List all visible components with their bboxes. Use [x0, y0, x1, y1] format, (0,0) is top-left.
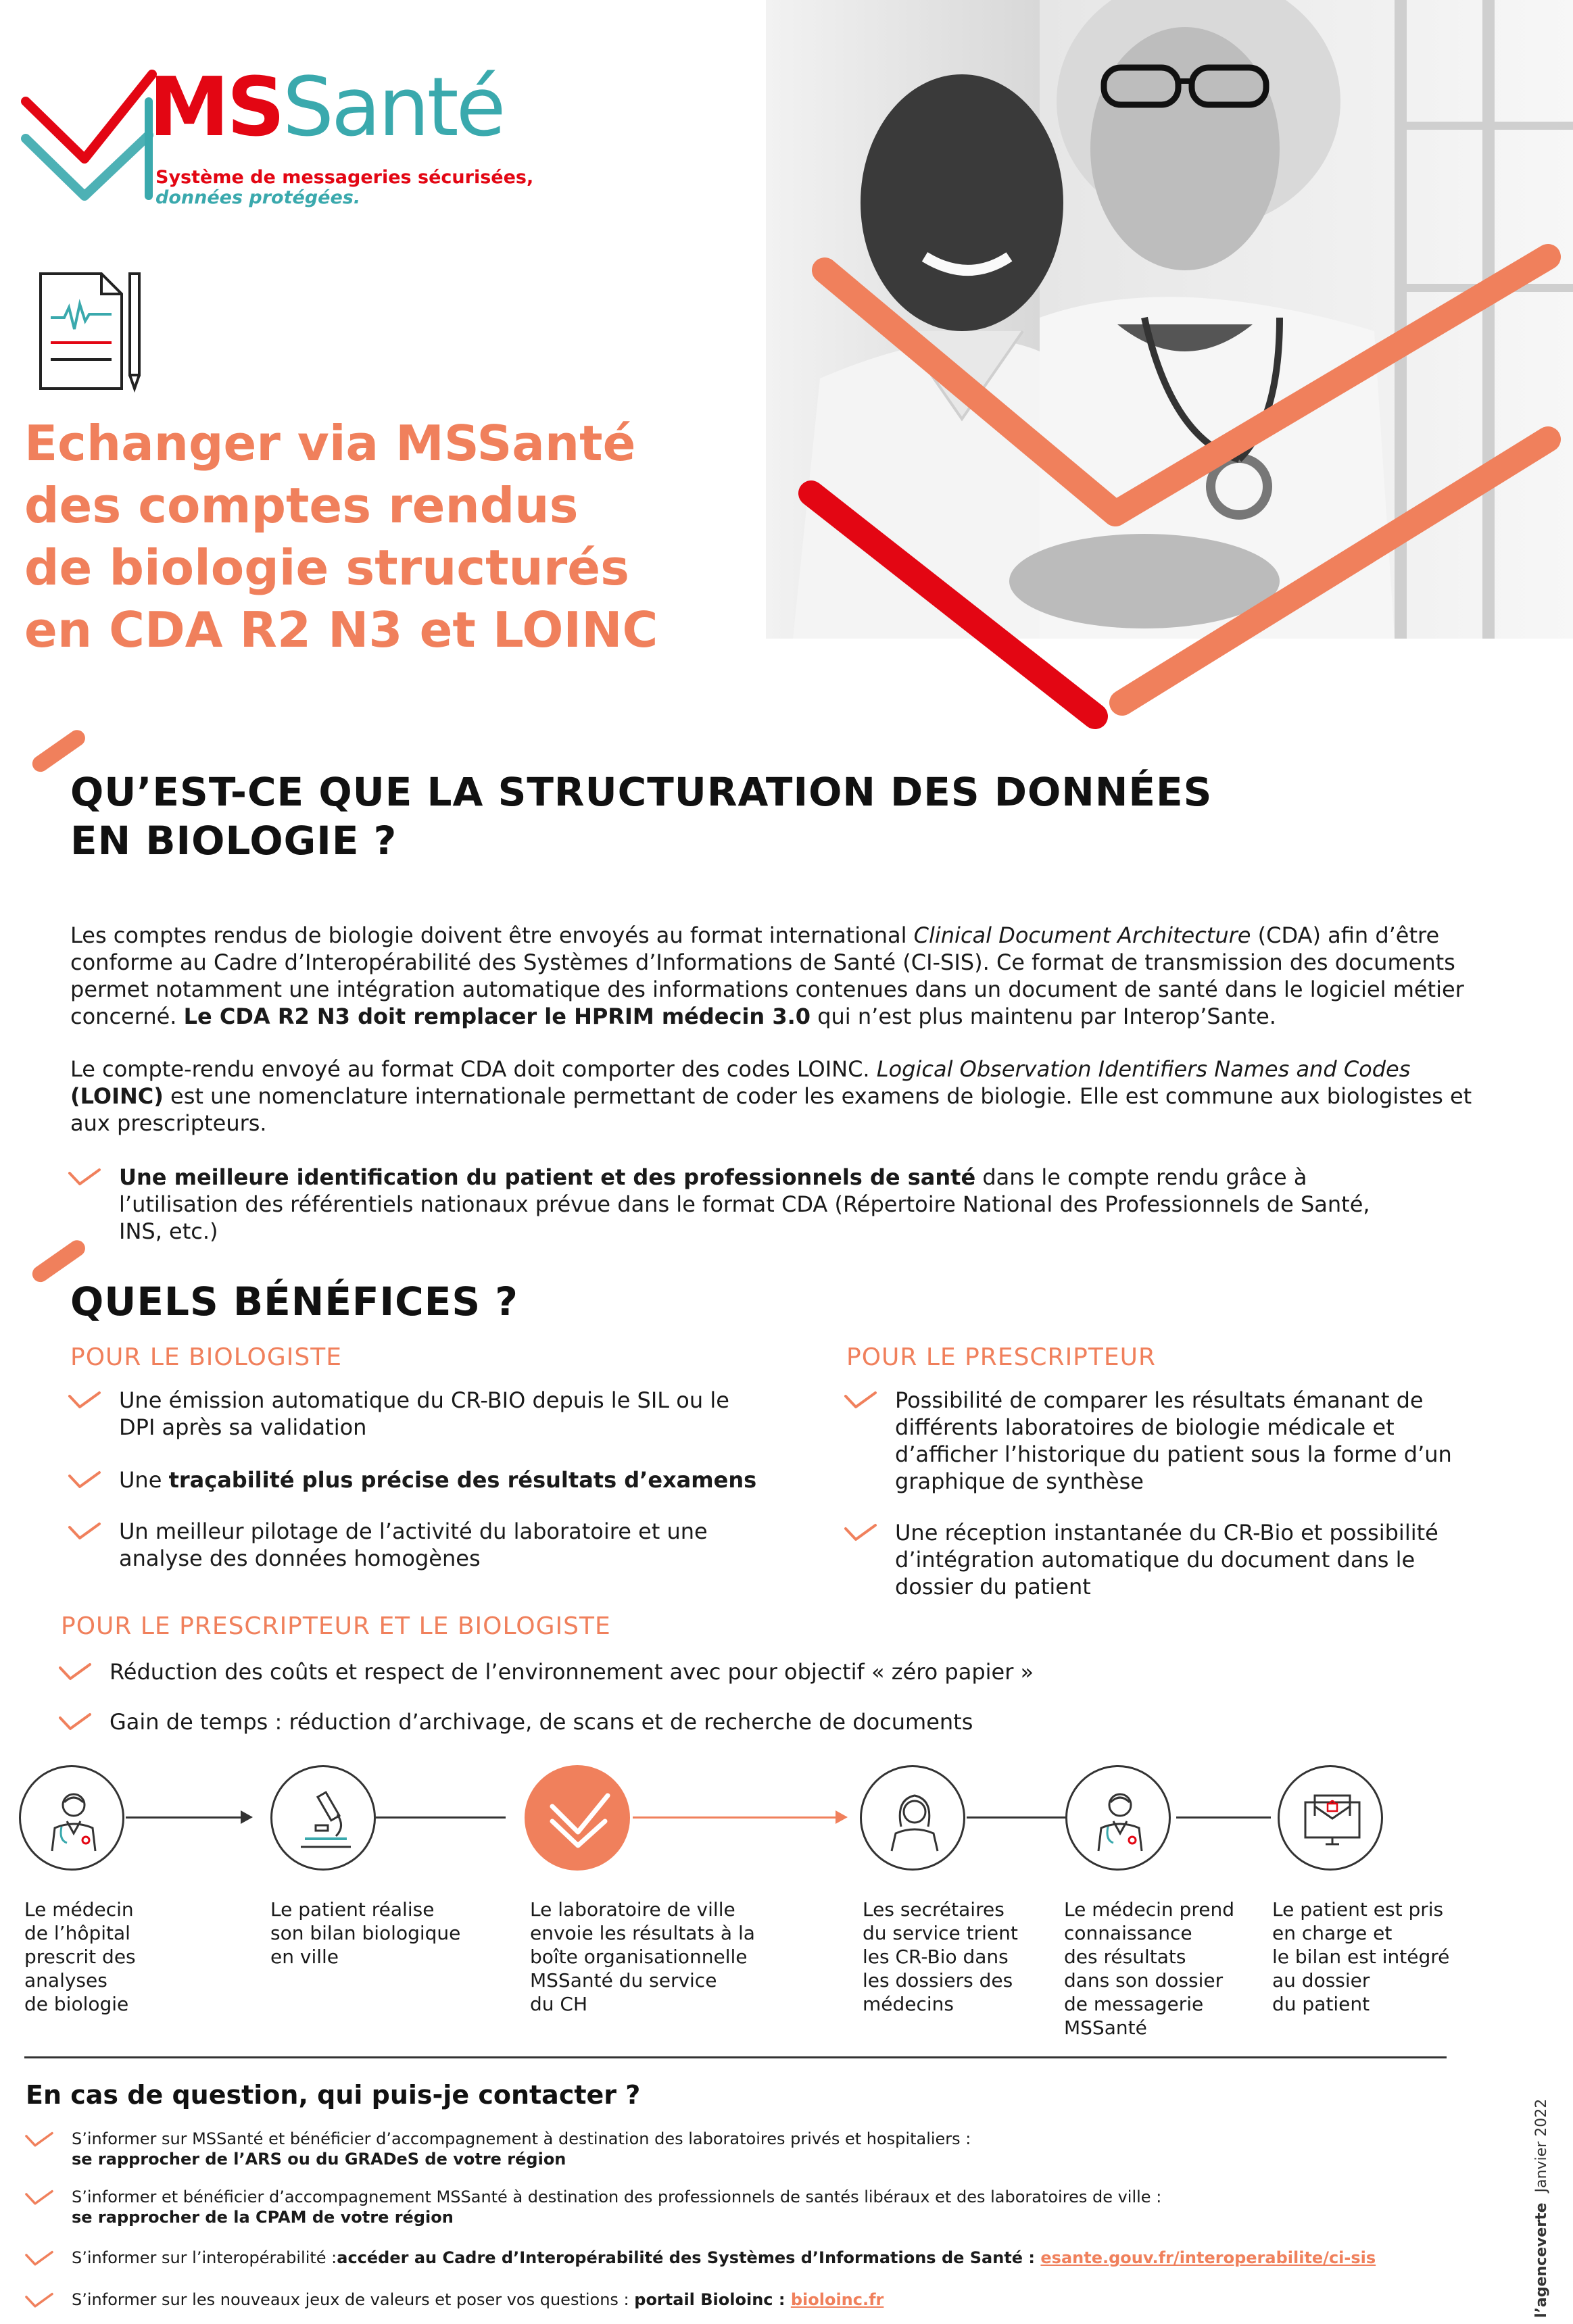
logo-tagline — [155, 168, 533, 208]
contact-item-4-bold: portail Bioloinc : — [634, 2290, 791, 2309]
secretary-icon — [881, 1786, 948, 1854]
biologiste-item-3-text: Un meilleur pilotage de l’activité du laboratoire et une analyse des données homogènes — [119, 1518, 708, 1571]
both-item-1 — [58, 1658, 1410, 1685]
title-line-3: de biologie structurés — [24, 539, 629, 596]
section1-bullet — [68, 1164, 1420, 1245]
prescripteur-item-1 — [844, 1387, 1452, 1495]
p1-text-c: qui n’est plus maintenu par Interop’Sante. — [810, 1004, 1276, 1029]
step-4-text: Les secrétaires du service trient les CR-Bio dans les dossiers des médecins — [863, 1898, 1018, 2015]
section1-paragraph-1 — [70, 922, 1497, 1030]
p1-bold: Le CDA R2 N3 doit remplacer le HPRIM médecin 3.0 — [183, 1004, 811, 1029]
step-5-circle — [1065, 1765, 1171, 1871]
process-flow — [0, 1764, 1573, 2048]
check-icon — [68, 1470, 101, 1491]
step-3-text: Le laboratoire de ville envoie les résultats à la boîte organisationnelle MSSanté du service du CH — [530, 1898, 755, 2015]
step-6-text: Le patient est pris en charge et le bilan est intégré au dossier du patient — [1272, 1898, 1450, 2015]
doctor-icon — [1086, 1786, 1154, 1854]
connector-4 — [967, 1816, 1075, 1819]
contact-item-4 — [24, 2290, 1478, 2310]
bullet-rest: dans le compte rendu grâce à l’utilisation des référentiels nationaux prévue dans le format CDA (Répertoire National des Professionnels de Santé, INS, etc.) — [119, 1164, 1370, 1244]
both-item-2-text: Gain de temps : réduction d’archivage, de scans et de recherche de documents — [110, 1709, 973, 1735]
contact-heading: En cas de question, qui puis-je contacter ? — [26, 2080, 641, 2110]
title-line-2: des comptes rendus — [24, 477, 579, 534]
p1-italic: Clinical Document Architecture — [913, 922, 1251, 948]
arrow-head-1 — [241, 1810, 253, 1824]
check-icon — [844, 1523, 877, 1543]
contact-item-3 — [24, 2248, 1478, 2268]
ci-sis-link[interactable]: esante.gouv.fr/interoperabilite/ci-sis — [1040, 2248, 1376, 2267]
page-title — [24, 412, 734, 661]
biologiste-item-1-text: Une émission automatique du CR-BIO depuis le SIL ou le DPI après sa validation — [119, 1387, 729, 1440]
contact-item-1 — [24, 2129, 1444, 2169]
microscope-icon — [291, 1786, 359, 1854]
connector-1 — [126, 1816, 241, 1819]
bullet-bold: Une meilleure identification du patient et des professionnels de santé — [119, 1164, 976, 1190]
prescripteur-title: POUR LE PRESCRIPTEUR — [846, 1343, 1156, 1371]
step-3-circle — [525, 1765, 630, 1871]
contact-item-2 — [24, 2187, 1444, 2227]
contact-item-2-line2: se rapprocher de la CPAM de votre région — [72, 2208, 454, 2227]
biologiste-item-3 — [68, 1518, 757, 1572]
step-2-text: Le patient réalise son bilan biologique en ville — [270, 1898, 461, 1968]
both-title: POUR LE PRESCRIPTEUR ET LE BIOLOGISTE — [61, 1612, 611, 1640]
credit-date: Janvier 2022 — [1533, 2098, 1550, 2193]
p1-text-b: (CDA) afin d’être conforme au Cadre d’Interopérabilité des Systèmes d’Informations de Santé (CI-SIS). Ce format de transmission des documents permet notamment une intégration automatique des informations contenues dans un document de santé dans le logiciel métier concerné. — [70, 922, 1464, 1029]
both-item-1-text: Réduction des coûts et respect de l’environnement avec pour objectif « zéro papier » — [110, 1659, 1034, 1685]
p2-italic: Logical Observation Identifiers Names and Codes — [876, 1056, 1411, 1082]
logo-sante: Santé — [282, 61, 504, 155]
contact-item-1-line1: S’informer sur MSSanté et bénéficier d’accompagnement à destination des laboratoires privés et hospitaliers : — [72, 2129, 971, 2148]
bioloinc-link[interactable]: bioloinc.fr — [790, 2290, 884, 2309]
prescripteur-item-2 — [844, 1519, 1452, 1600]
prescripteur-item-2-text: Une réception instantanée du CR-Bio et possibilité d’intégration automatique du document dans le dossier du patient — [895, 1520, 1438, 1600]
prescripteur-item-1-text: Possibilité de comparer les résultats émanant de différents laboratoires de biologie médicale et d’afficher l’historique du patient sous la forme d’un graphique de synthèse — [895, 1387, 1452, 1494]
check-icon — [24, 2250, 54, 2268]
contact-item-2-line1: S’informer et bénéficier d’accompagnement MSSanté à destination des professionnels de santés libéraux et des laboratoires de ville : — [72, 2187, 1162, 2206]
doctor-icon — [40, 1786, 107, 1854]
check-icon — [24, 2190, 54, 2207]
p2-text-b: est une nomenclature internationale permettant de coder les examens de biologie. Elle est commune aux biologistes et aux prescripteurs. — [70, 1083, 1472, 1136]
contact-item-1-line2: se rapprocher de l’ARS ou du GRADeS de votre région — [72, 2150, 566, 2169]
check-icon — [24, 2131, 54, 2149]
tagline-line1: Système de messageries sécurisées, — [155, 167, 534, 188]
check-icon — [58, 1662, 92, 1683]
agency-credit — [1513, 2098, 1553, 2318]
p2-text-a: Le compte-rendu envoyé au format CDA doit comporter des codes LOINC. — [70, 1056, 877, 1082]
contact-item-3-bold: accéder au Cadre d’Interopérabilité des Systèmes d’Informations de Santé : — [337, 2248, 1041, 2267]
check-icon — [68, 1391, 101, 1411]
check-icon — [58, 1712, 92, 1733]
title-line-4: en CDA R2 N3 et LOINC — [24, 601, 658, 658]
check-icon — [844, 1391, 877, 1411]
connector-2 — [376, 1816, 506, 1819]
logo-ms: MS — [149, 61, 283, 155]
biologiste-item-2-text: Une — [119, 1467, 169, 1493]
connector-3 — [633, 1816, 836, 1819]
arrow-head-3 — [836, 1810, 848, 1824]
hero-chevrons — [777, 243, 1573, 757]
tagline-line2: données protégées. — [155, 187, 361, 208]
credit-agency: l’agenceverte — [1533, 2202, 1550, 2318]
check-icon — [24, 2292, 54, 2310]
section1-paragraph-2 — [70, 1056, 1490, 1137]
step-5-text: Le médecin prend connaissance des résultats dans son dossier de messagerie MSSanté — [1064, 1898, 1234, 2039]
both-item-2 — [58, 1708, 1410, 1735]
step-6-circle — [1278, 1765, 1383, 1871]
step-4-circle — [860, 1765, 965, 1871]
biologiste-item-2-bold: traçabilité plus précise des résultats d’examens — [168, 1467, 757, 1493]
step-1-text: Le médecin de l’hôpital prescrit des analyses de biologie — [24, 1898, 136, 2015]
check-icon — [68, 1168, 101, 1188]
check-icon — [68, 1522, 101, 1542]
biologiste-title: POUR LE BIOLOGISTE — [70, 1343, 342, 1371]
mssante-logo-mark — [20, 61, 162, 203]
section-divider — [24, 2056, 1447, 2058]
medical-report-icon — [27, 267, 149, 395]
contact-item-3-text: S’informer sur l’interopérabilité : — [72, 2248, 337, 2267]
section2-heading: QUELS BÉNÉFICES ? — [70, 1279, 518, 1325]
biologiste-item-2 — [68, 1466, 777, 1493]
section1-heading-line2: EN BIOLOGIE ? — [70, 818, 397, 864]
biologiste-item-1 — [68, 1387, 744, 1441]
step-2-circle — [270, 1765, 376, 1871]
section1-heading-line1: QU’EST-CE QUE LA STRUCTURATION DES DONNÉES — [70, 769, 1213, 815]
contact-item-4-text: S’informer sur les nouveaux jeux de valeurs et poser vos questions : — [72, 2290, 635, 2309]
section1-heading — [70, 768, 1355, 865]
mssante-mail-icon — [546, 1786, 613, 1854]
secure-mail-computer-icon — [1299, 1786, 1366, 1854]
logo-wordmark — [149, 61, 504, 155]
p2-bold: (LOINC) — [70, 1083, 164, 1109]
title-line-1: Echanger via MSSanté — [24, 415, 636, 472]
p1-text-a: Les comptes rendus de biologie doivent être envoyés au format international — [70, 922, 914, 948]
step-1-circle — [19, 1765, 124, 1871]
connector-5 — [1176, 1816, 1271, 1819]
